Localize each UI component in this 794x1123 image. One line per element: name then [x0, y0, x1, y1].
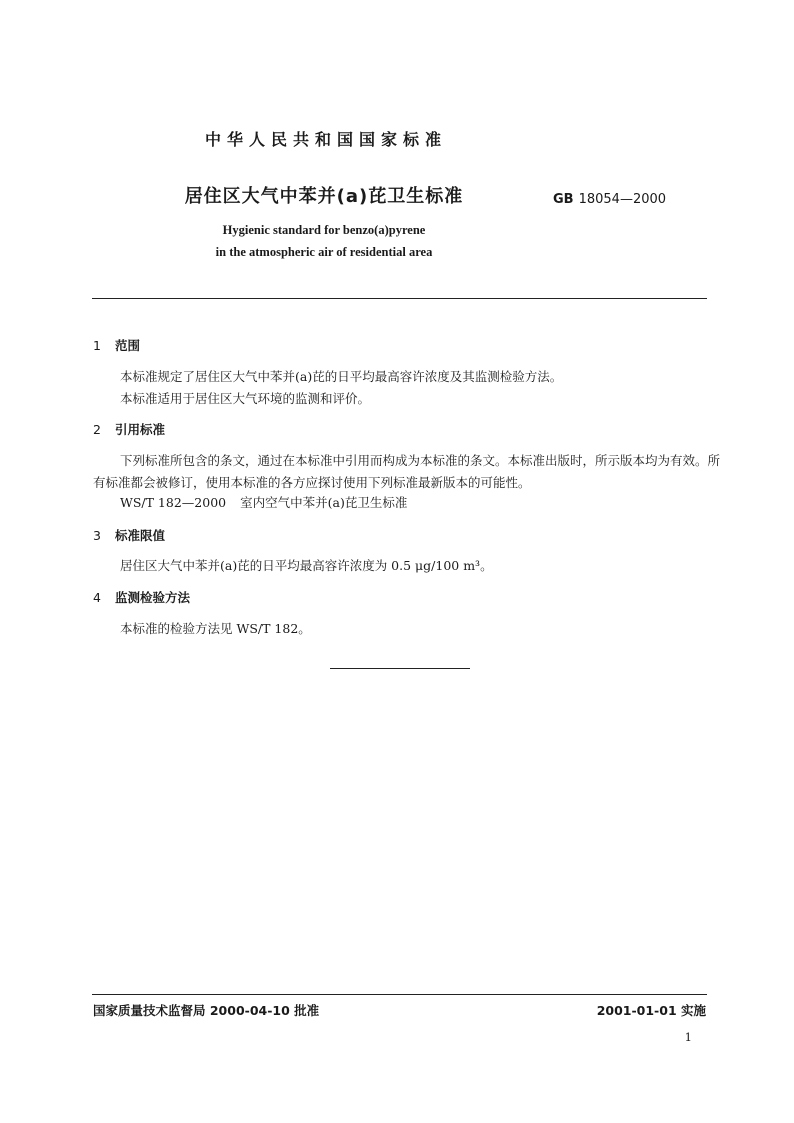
national-standard-heading: 中华人民共和国国家标准 [204, 130, 447, 149]
reference-title: 室内空气中苯并(a)芘卫生标准 [240, 495, 408, 510]
standard-code-number: 18054—2000 [578, 192, 667, 207]
section-title: 引用标准 [115, 422, 166, 437]
section-number: 2 [93, 422, 101, 437]
standard-title: 居住区大气中苯并(a)芘卫生标准 [184, 186, 464, 207]
section-number: 4 [93, 590, 101, 605]
standard-code-prefix: GB [553, 192, 574, 207]
page-number: 1 [684, 1030, 692, 1044]
section-1-paragraph-2: 本标准适用于居住区大气环境的监测和评价。 [120, 391, 371, 406]
section-title: 范围 [115, 338, 141, 353]
section-4-paragraph-1: 本标准的检验方法见 WS/T 182。 [120, 621, 311, 636]
end-of-text-rule [330, 668, 470, 669]
section-1-heading [93, 336, 140, 354]
section-3-heading [93, 526, 165, 544]
footer-divider [92, 994, 707, 995]
section-number: 3 [93, 528, 101, 543]
english-title-line-2: in the atmospheric air of residential area [215, 245, 433, 259]
section-1-paragraph-1: 本标准规定了居住区大气中苯并(a)芘的日平均最高容许浓度及其监测检验方法。 [120, 369, 563, 384]
section-title: 标准限值 [115, 528, 166, 543]
section-2-paragraph-1: 下列标准所包含的条文，通过在本标准中引用而构成为本标准的条文。本标准出版时，所示版本均为有效。所有标准都会被修订，使用本标准的各方应探讨使用下列标准最新版本的可能性。 [93, 453, 721, 490]
section-title: 监测检验方法 [115, 590, 191, 605]
section-number: 1 [93, 338, 101, 353]
section-2-heading [93, 420, 165, 438]
reference-code: WS/T 182—2000 [120, 495, 227, 510]
section-2-reference [120, 492, 407, 514]
section-4-heading [93, 588, 190, 606]
section-3-paragraph-1: 居住区大气中苯并(a)芘的日平均最高容许浓度为 0.5 μg/100 m³。 [120, 558, 493, 573]
english-title-line-1: Hygienic standard for benzo(a)pyrene [222, 223, 426, 237]
header-divider [92, 298, 707, 299]
implementation-line: 2001-01-01 实施 [596, 1003, 706, 1018]
standard-code [553, 192, 666, 207]
approval-line: 国家质量技术监督局 2000-04-10 批准 [93, 1003, 320, 1018]
